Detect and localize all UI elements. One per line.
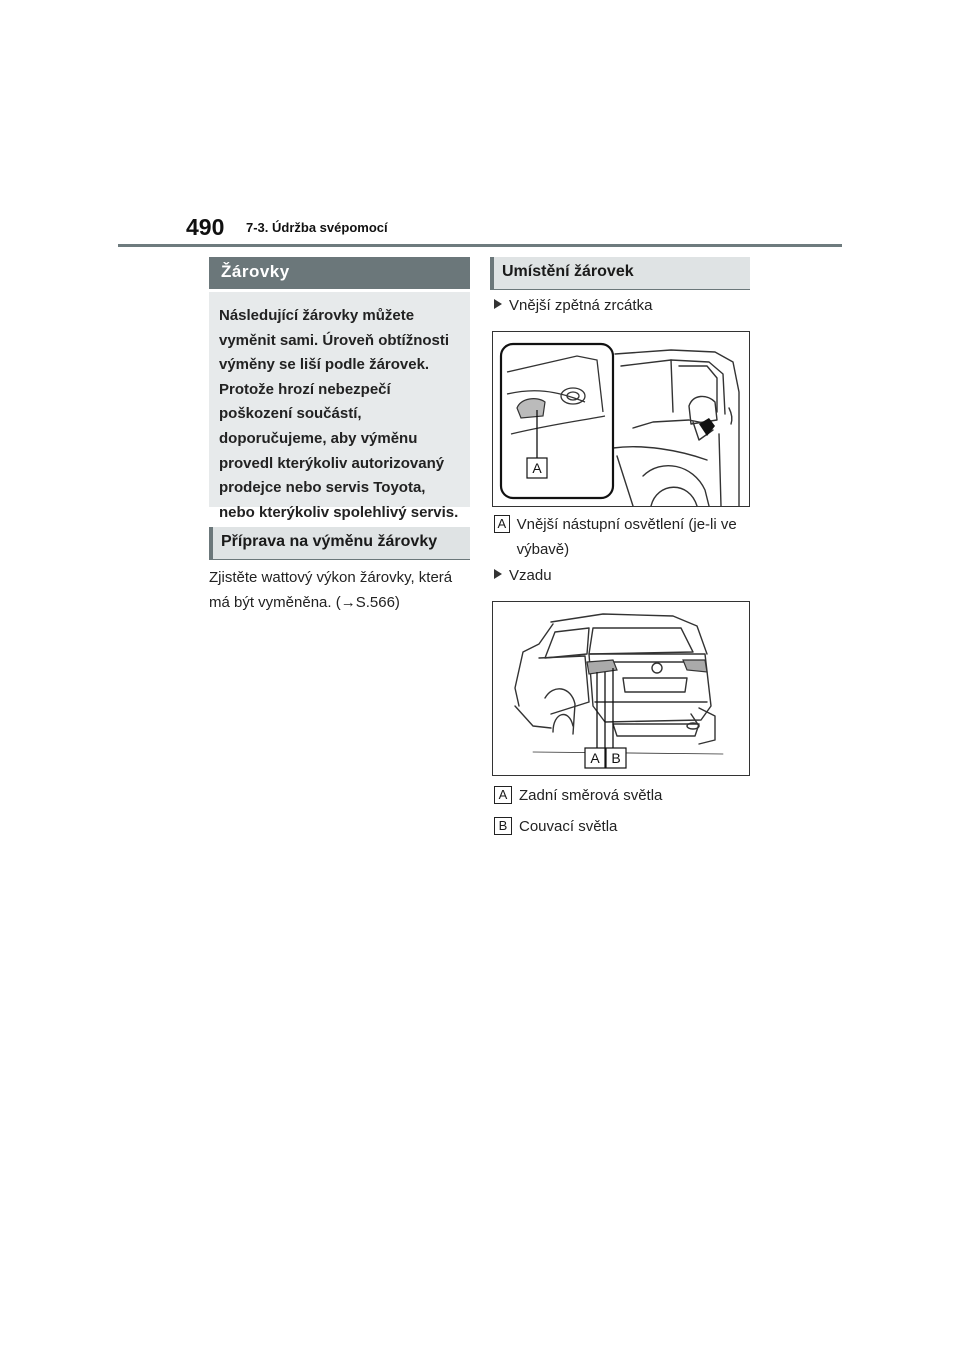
prep-heading-rule xyxy=(209,559,470,560)
rear-bullet xyxy=(494,567,552,584)
prep-heading-bar xyxy=(209,527,470,559)
legend-text: Zadní směrová světla xyxy=(519,787,663,804)
legend-key: A xyxy=(494,786,512,804)
header-rule xyxy=(118,244,842,247)
legend-text: Couvací světla xyxy=(519,818,618,835)
triangle-bullet-icon xyxy=(494,299,502,309)
bulbs-heading: Žárovky xyxy=(221,262,290,281)
callout-a: A xyxy=(590,750,600,766)
section-title: 7-3. Údržba svépomocí xyxy=(246,220,388,235)
mirror-illustration xyxy=(493,332,749,506)
intro-box xyxy=(209,292,470,521)
mirror-inset-frame xyxy=(501,344,613,498)
triangle-bullet-icon xyxy=(494,569,502,579)
location-heading-accent xyxy=(490,257,494,289)
prep-heading-accent xyxy=(209,527,213,559)
rear-figure xyxy=(492,601,750,776)
location-heading-rule xyxy=(490,289,750,290)
bulbs-heading-bar xyxy=(209,257,470,289)
prep-heading: Příprava na výměnu žárovky xyxy=(221,533,438,550)
tail-lamp-right xyxy=(683,660,707,672)
legend-key: B xyxy=(494,817,512,835)
rear-legend-b xyxy=(494,815,752,840)
location-heading-bar xyxy=(490,257,750,289)
legend-key: A xyxy=(494,515,510,533)
mirror-bullet xyxy=(494,297,652,314)
rear-legend-a xyxy=(494,784,752,809)
callout-b: B xyxy=(611,750,621,766)
rear-illustration xyxy=(493,602,749,775)
prep-text: Zjistěte wattový výkon žárovky, která má být vyměněna. (→S.566) xyxy=(209,569,453,611)
mirror-legend-a xyxy=(494,513,752,562)
legend-text: Vnější nástupní osvětlení (je-li ve výbavě) xyxy=(516,516,737,558)
mirror-figure xyxy=(492,331,750,507)
callout-a: A xyxy=(532,460,542,476)
mirror-bullet-text: Vnější zpětná zrcátka xyxy=(509,297,653,314)
rear-bullet-text: Vzadu xyxy=(509,567,552,584)
page-number: 490 xyxy=(186,214,225,240)
location-heading: Umístění žárovek xyxy=(502,263,634,280)
intro-text: Následující žárovky můžete vyměnit sami. Úroveň obtížnosti výměny se liší podle žárovek. Protože hrozí nebezpečí poškození součástí, doporučujeme, aby výměnu provedl kterýkoliv autorizovaný prodejce nebo servis Toyota, nebo kterýkoliv spolehlivý servis. xyxy=(219,307,459,521)
